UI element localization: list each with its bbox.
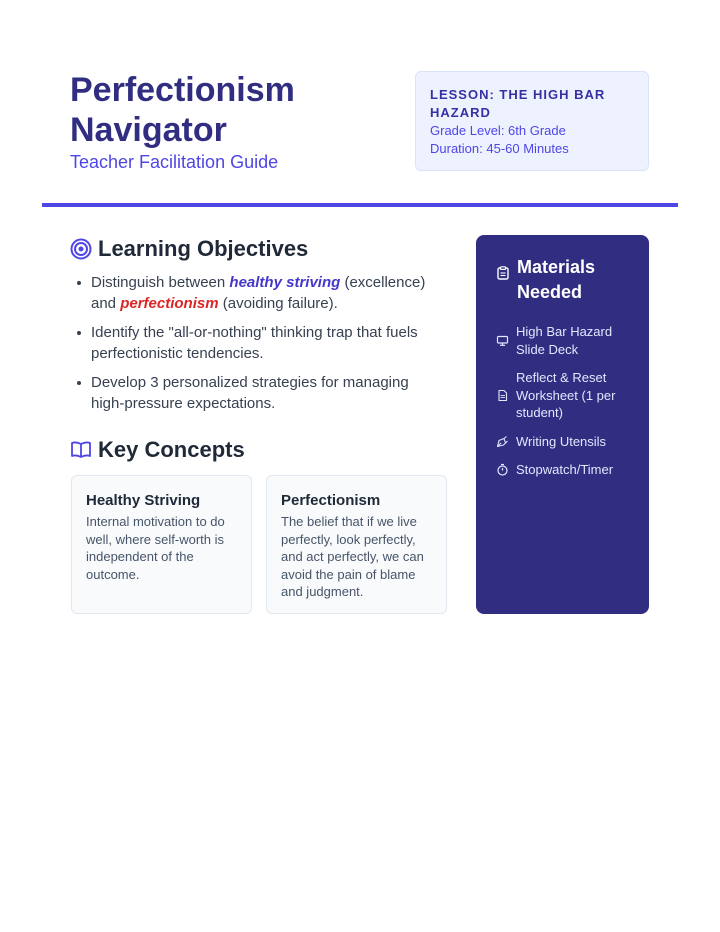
objective-text-post: (avoiding failure). (218, 295, 338, 312)
material-item (496, 323, 635, 358)
materials-list (496, 323, 635, 479)
concept-card-perfectionism (266, 475, 447, 614)
materials-heading (496, 255, 635, 305)
objective-item: Develop 3 personalized strategies for managing high-pressure expectations. (91, 372, 441, 414)
concept-card-healthy-striving (71, 475, 252, 614)
grade-level: Grade Level: 6th Grade (430, 123, 566, 138)
file-icon (496, 389, 509, 402)
material-item (496, 461, 635, 479)
lesson-title: LESSON: THE HIGH BAR HAZARD (430, 87, 606, 120)
objectives-list (91, 272, 441, 422)
monitor-icon (496, 334, 509, 347)
materials-title: Materials Needed (517, 257, 596, 302)
page-subtitle: Teacher Facilitation Guide (70, 152, 279, 172)
healthy-striving-term: healthy striving (229, 274, 341, 291)
book-open-icon (70, 439, 92, 461)
material-label: Writing Utensils (516, 433, 607, 449)
concept-description: Internal motivation to do well, where self-worth is independent of the outcome. (86, 514, 225, 582)
learning-objectives-heading (70, 236, 308, 262)
objective-item (91, 272, 441, 314)
objective-item: Identify the "all-or-nothing" thinking trap that fuels perfectionistic tendencies. (91, 322, 441, 364)
clipboard-icon (496, 266, 510, 280)
material-item (496, 369, 635, 422)
objective-text-pre: Distinguish between (91, 274, 230, 291)
header-divider (42, 203, 678, 207)
lesson-info-box (415, 71, 649, 171)
perfectionism-term: perfectionism (120, 295, 219, 312)
key-concepts-heading (70, 437, 245, 463)
learning-objectives-title: Learning Objectives (98, 236, 309, 261)
material-label: High Bar Hazard Slide Deck (516, 324, 613, 357)
material-label: Stopwatch/Timer (516, 462, 614, 477)
key-concepts-title: Key Concepts (98, 437, 245, 462)
pen-tool-icon (496, 435, 509, 448)
objective-text-mid: (excellence) and (91, 274, 426, 312)
concept-title: Perfectionism (281, 492, 381, 509)
concept-title: Healthy Striving (86, 492, 201, 509)
materials-panel (476, 235, 649, 614)
duration: Duration: 45-60 Minutes (430, 141, 569, 156)
concept-description: The belief that if we live perfectly, look perfectly, and act perfectly, we can avoid the pain of blame and judgment. (281, 514, 424, 599)
material-item (496, 433, 635, 451)
page-title: Perfectionism Navigator (70, 71, 295, 149)
target-icon (70, 238, 92, 260)
material-label: Reflect & Reset Worksheet (1 per student) (516, 370, 616, 420)
timer-icon (496, 463, 509, 476)
